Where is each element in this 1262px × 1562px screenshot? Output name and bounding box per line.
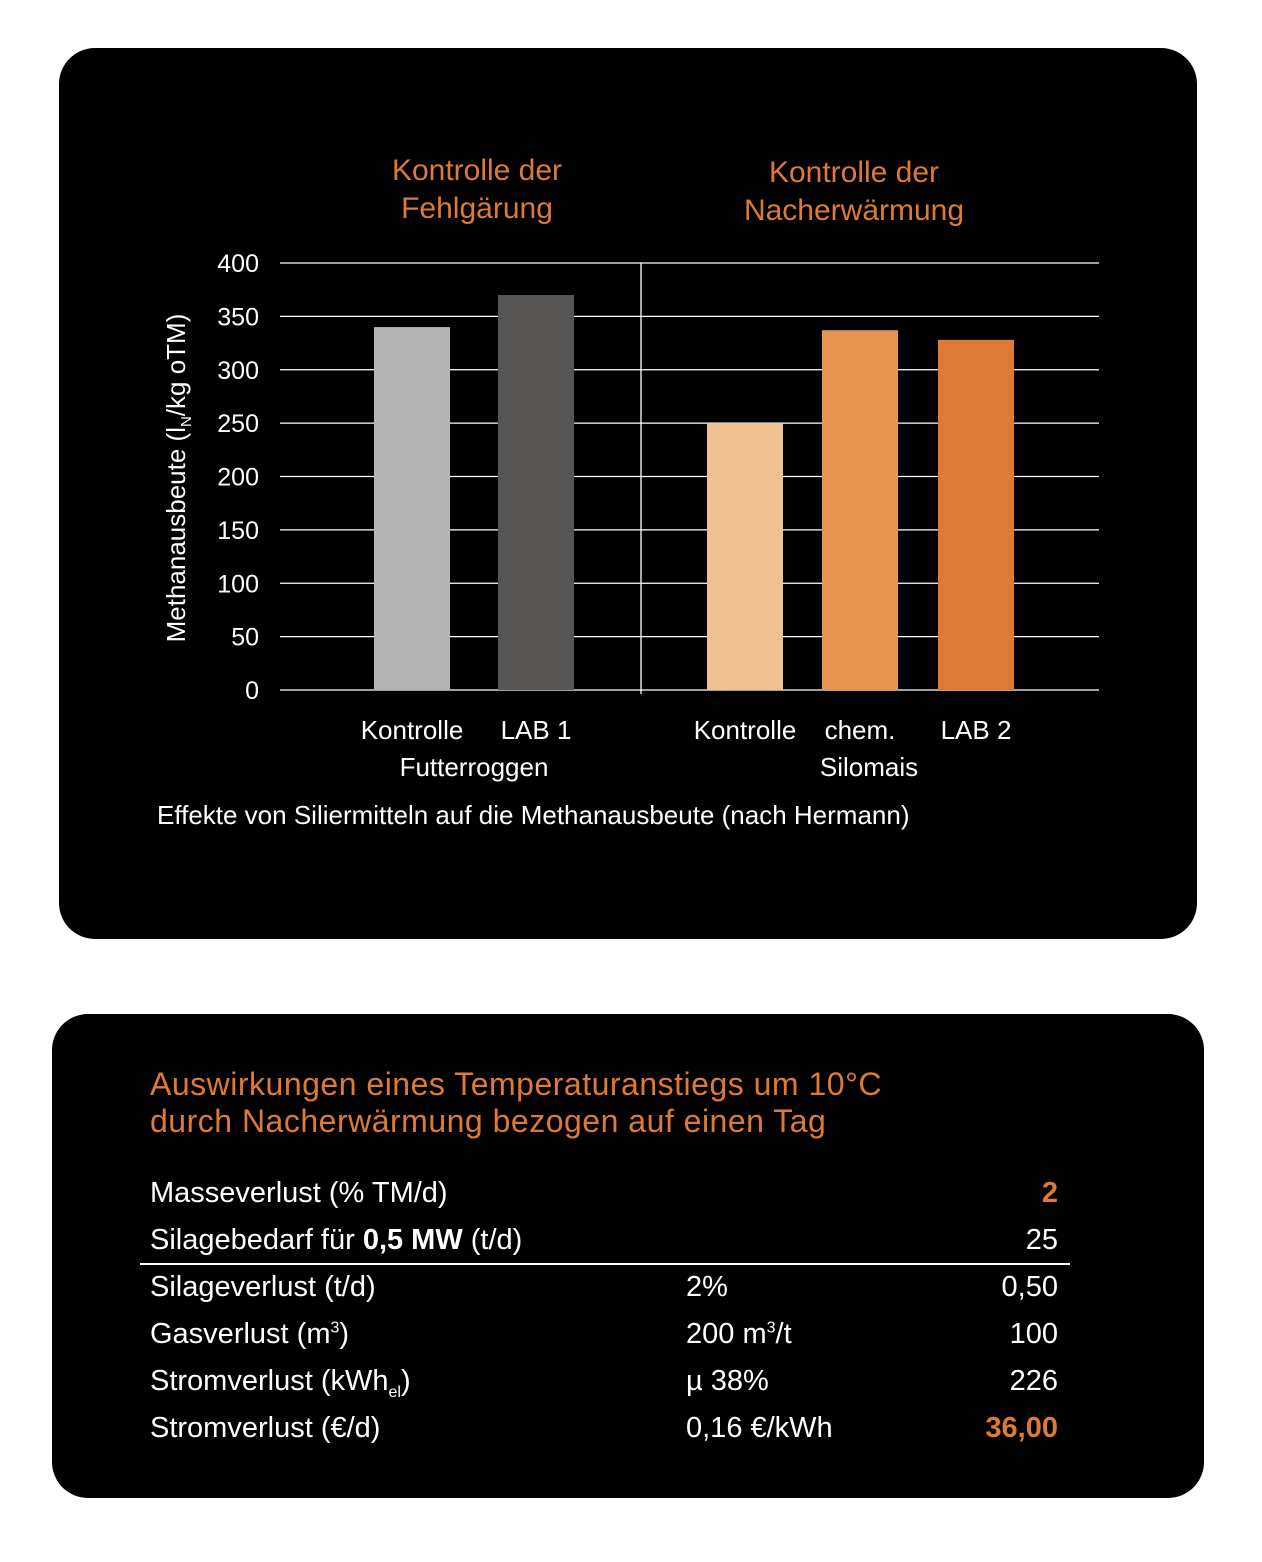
chart-caption: Effekte von Siliermitteln auf die Methanausbeute (nach Hermann) [157, 800, 910, 830]
bar-silomais-2 [938, 340, 1014, 690]
y-tick-label: 250 [217, 410, 259, 439]
y-axis-label [161, 314, 195, 643]
row-value: 36,00 [985, 1412, 1058, 1444]
row-value: 25 [1025, 1224, 1058, 1256]
row-value: 226 [1009, 1365, 1058, 1397]
table-row-gasverlust [150, 1318, 1058, 1358]
group-title-fehlgaerung-line2: Fehlgärung [401, 192, 553, 225]
row-factor-sup: 3 [766, 1319, 776, 1337]
group-label: Silomais [819, 752, 919, 782]
y-tick-label: 150 [217, 516, 259, 545]
group-label: Futterroggen [399, 752, 549, 782]
table-row-silagebedarf [150, 1224, 1058, 1264]
row-label-pre: Stromverlust (kWh [150, 1365, 389, 1397]
row-label: Silageverlust (t/d) [150, 1271, 376, 1303]
bar-silomais-1 [822, 330, 898, 690]
y-axis-label-main: Methanausbeute (l [161, 427, 191, 643]
row-factor-pre: 200 m [686, 1318, 767, 1350]
table-divider [140, 1263, 1070, 1265]
row-label-sup: 3 [330, 1319, 340, 1337]
y-tick-label: 400 [217, 250, 259, 278]
y-tick-label: 200 [217, 463, 259, 492]
row-value: 100 [1009, 1318, 1058, 1350]
row-label-pre: Gasverlust (m [150, 1318, 331, 1350]
bar-silomais-0 [707, 423, 783, 690]
row-label-pre: Silagebedarf für [150, 1224, 363, 1256]
group-title-nacherwaermung [644, 154, 1064, 230]
row-factor-post: /t [775, 1318, 792, 1350]
x-tick-label: LAB 2 [940, 715, 1012, 745]
table-row-stromverlust-kwh [150, 1365, 1058, 1405]
row-label-post: ) [400, 1365, 411, 1397]
y-tick-label: 0 [245, 677, 259, 705]
row-label-sub: el [388, 1383, 401, 1401]
x-tick-label: LAB 1 [500, 715, 572, 745]
y-axis-label-sub: N [178, 416, 195, 428]
group-title-fehlgaerung-line1: Kontrolle der [391, 154, 563, 187]
bar-futterroggen-1 [498, 295, 574, 690]
group-title-fehlgaerung [267, 152, 687, 228]
y-tick-label: 100 [217, 570, 259, 599]
chart-panel [59, 48, 1197, 939]
table-row-masseverlust [150, 1177, 1058, 1217]
table-panel [52, 1014, 1204, 1498]
row-label-post: (t/d) [462, 1224, 523, 1256]
bar-futterroggen-0 [374, 327, 450, 690]
row-label-post: ) [339, 1318, 350, 1350]
table-row-stromverlust-euro [150, 1412, 1058, 1452]
row-label [150, 1224, 522, 1257]
x-tick-label: Kontrolle [360, 715, 464, 745]
x-tick-label: Kontrolle [693, 715, 797, 745]
x-tick-label: chem. [824, 715, 896, 745]
group-title-nacherwaermung-line2: Nacherwärmung [743, 194, 965, 227]
y-tick-label: 350 [217, 303, 259, 332]
table-row-silageverlust [150, 1271, 1058, 1311]
row-factor [686, 1318, 792, 1351]
y-tick-label: 300 [217, 356, 259, 385]
group-title-nacherwaermung-line1: Kontrolle der [768, 156, 940, 189]
row-value: 2 [1041, 1177, 1058, 1209]
y-tick-label: 50 [231, 623, 259, 652]
table-title-line1: Auswirkungen eines Temperaturanstiegs um 10°C [150, 1066, 882, 1102]
row-value: 0,50 [1001, 1271, 1058, 1303]
row-label: Stromverlust (€/d) [150, 1412, 381, 1444]
table-title [150, 1066, 882, 1140]
table-title-line2: durch Nacherwärmung bezogen auf einen Tag [150, 1103, 827, 1139]
row-label-bold: 0,5 MW [362, 1224, 463, 1256]
row-label [150, 1318, 349, 1351]
y-axis-label-rest: /kg oTM) [161, 313, 191, 417]
row-label [150, 1365, 411, 1402]
row-label: Masseverlust (% TM/d) [150, 1177, 448, 1209]
row-factor: 0,16 €/kWh [686, 1412, 833, 1444]
row-factor: µ 38% [686, 1365, 769, 1397]
row-factor: 2% [686, 1271, 728, 1303]
